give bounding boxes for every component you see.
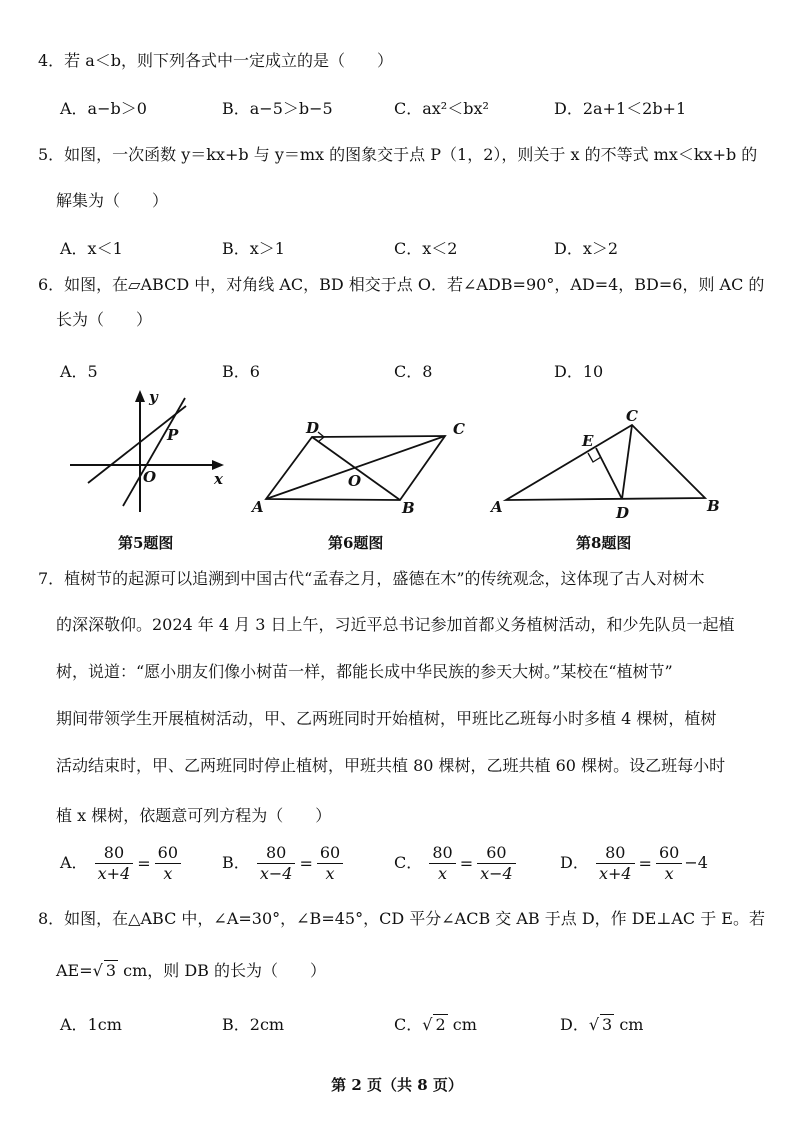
q6-option-a: A．5 — [60, 362, 98, 381]
segment-de — [596, 448, 622, 499]
fig5-label-p: P — [167, 426, 179, 444]
y-axis-arrow — [135, 390, 145, 402]
fig8-label-c: C — [626, 407, 638, 425]
q7-line1: 7．植树节的起源可以追溯到中国古代“孟春之月，盛德在木”的传统观念，这体现了古人对树木 — [38, 569, 705, 588]
q5-option-c: C．x＜2 — [394, 239, 458, 258]
q8-line2: AE=√ 3 cm，则 DB 的长为（ ） — [56, 961, 327, 980]
triangle-abc — [506, 425, 705, 500]
line-y-mx — [123, 398, 185, 506]
segment-cd — [622, 425, 632, 499]
q7-option-c: C． $\frac{80}{x}$ = $\frac{60}{x-4}$ — [394, 843, 518, 884]
fig5-label-o: O — [143, 468, 157, 486]
q7-line2: 的深深敬仰。2024 年 4 月 3 日上午，习近平总书记参加首都义务植树活动，和少先队员一起植 — [56, 615, 735, 634]
q8-option-c: C．√ 2 cm — [394, 1015, 477, 1034]
q4-option-d: D．2a+1＜2b+1 — [554, 99, 687, 118]
q7-line3: 树，说道：“愿小朋友们像小树苗一样，都能长成中华民族的参天大树。”某校在“植树节” — [56, 662, 673, 681]
fig5-label-y: y — [149, 388, 158, 406]
q5-option-d: D．x＞2 — [554, 239, 619, 258]
fig6-label-c: C — [453, 420, 465, 438]
page-footer: 第 2 页（共 8 页） — [331, 1076, 463, 1094]
x-axis-arrow — [212, 460, 224, 470]
q7-line5: 活动结束时，甲、乙两班同时停止植树，甲班共植 80 棵树，乙班共植 60 棵树。设乙班每小时 — [56, 756, 726, 775]
q4-stem: 4．若 a＜b，则下列各式中一定成立的是（ ） — [38, 51, 394, 70]
q7-option-d: D． $\frac{80}{x+4}$ = $\frac{60}{x}$ −4 — [560, 843, 708, 883]
fig6-caption: 第6题图 — [328, 534, 384, 552]
q4-option-a: A．a−b＞0 — [60, 99, 147, 118]
figure-8 — [488, 404, 728, 524]
fig8-label-e: E — [582, 432, 594, 450]
diagonal-bd — [312, 437, 400, 500]
q5-stem-line1: 5．如图，一次函数 y＝kx+b 与 y＝mx 的图象交于点 P（1，2），则关于 x 的不等式 mx＜kx+b 的 — [38, 145, 758, 164]
q6-option-b: B．6 — [222, 362, 260, 381]
fig6-label-a: A — [252, 498, 264, 516]
fig6-label-b: B — [402, 499, 415, 517]
q6-option-d: D．10 — [554, 362, 604, 381]
fig5-caption: 第5题图 — [118, 534, 174, 552]
q4-option-c: C．ax²＜bx² — [394, 99, 489, 118]
q7-option-b: B． $\frac{80}{x-4}$ = $\frac{60}{x}$ — [222, 843, 345, 884]
q6-stem-line1: 6．如图，在▱ABCD 中，对角线 AC，BD 相交于点 O．若∠ADB=90°，AD=4，BD=6，则 AC 的 — [38, 275, 765, 294]
q7-line4: 期间带领学生开展植树活动，甲、乙两班同时开始植树，甲班比乙班每小时多植 4 棵树，植树 — [56, 709, 717, 728]
q8-option-b: B．2cm — [222, 1015, 285, 1034]
q8-option-d: D．√ 3 cm — [560, 1015, 644, 1034]
fig8-label-d: D — [616, 504, 630, 522]
q5-option-b: B．x＞1 — [222, 239, 285, 258]
fig6-label-d: D — [306, 419, 320, 437]
q5-option-a: A．x＜1 — [60, 239, 123, 258]
fig5-label-x: x — [214, 470, 223, 488]
line-y-kx-plus-b — [88, 406, 186, 483]
q6-option-c: C．8 — [394, 362, 433, 381]
fig8-label-a: A — [491, 498, 503, 516]
q7-line6: 植 x 棵树，依题意可列方程为（ ） — [56, 806, 332, 825]
figure-6 — [248, 412, 478, 522]
q5-stem-line2: 解集为（ ） — [56, 191, 169, 210]
q8-option-a: A．1cm — [60, 1015, 122, 1034]
q4-option-b: B．a−5＞b−5 — [222, 99, 333, 118]
fig6-label-o: O — [348, 472, 362, 490]
figure-5 — [60, 388, 240, 518]
fig8-label-b: B — [707, 497, 720, 515]
q8-line1: 8．如图，在△ABC 中，∠A=30°，∠B=45°，CD 平分∠ACB 交 AB 于点 D，作 DE⊥AC 于 E。若 — [38, 909, 765, 928]
fig8-caption: 第8题图 — [576, 534, 632, 552]
q6-stem-line2: 长为（ ） — [56, 310, 153, 329]
q7-option-a: A． $\frac{80}{x+4}$ = $\frac{60}{x}$ — [60, 843, 183, 884]
